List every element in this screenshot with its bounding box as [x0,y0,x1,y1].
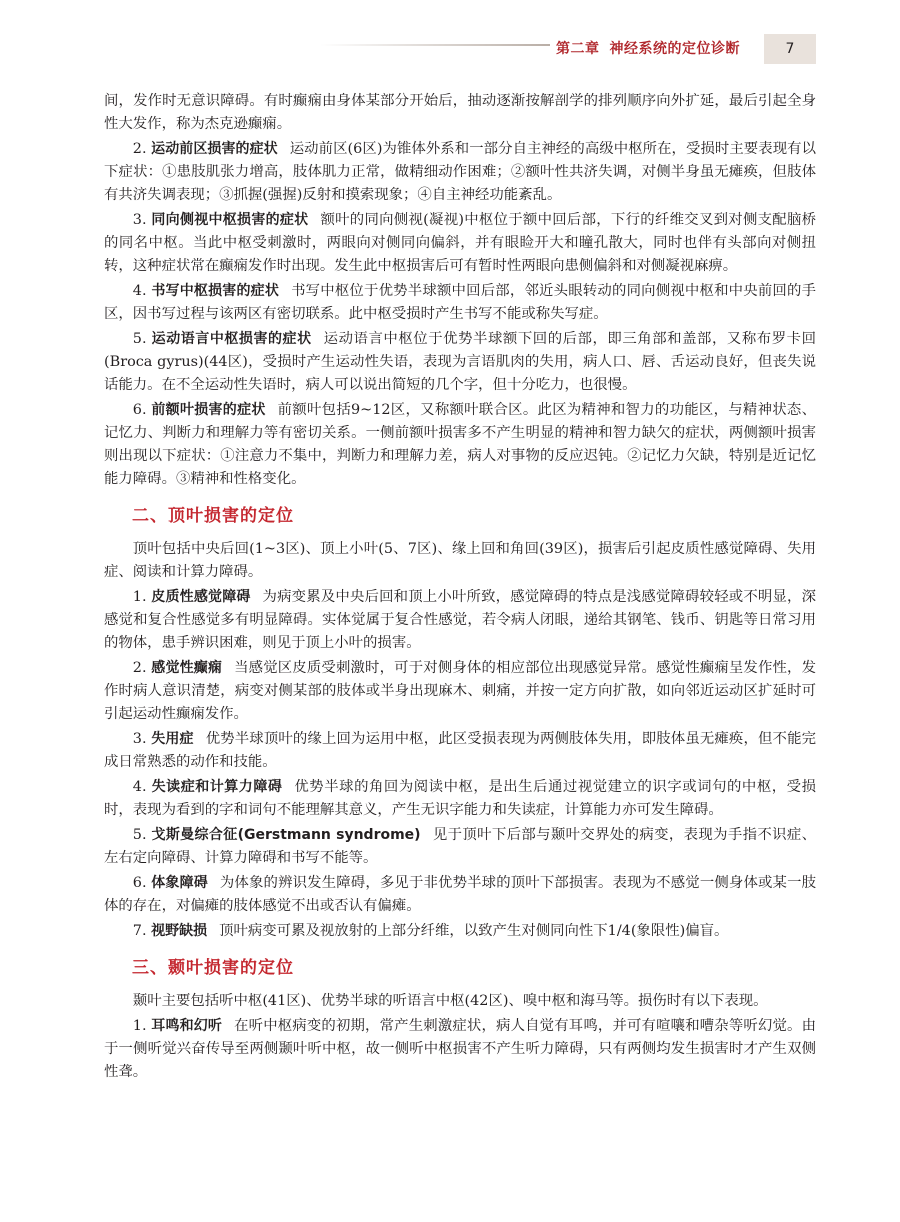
item-number: 3. [132,731,147,747]
paragraph [104,728,816,774]
chapter-name: 神经系统的定位诊断 [609,41,740,57]
item-number: 1. [132,1018,147,1034]
item-heading: 皮质性感觉障碍 [151,589,251,605]
header-rule [320,44,550,46]
item-number: 7. [132,923,147,939]
item-number: 6. [132,402,147,418]
page-number: 7 [764,34,816,64]
item-number: 1. [132,589,147,605]
paragraph [104,872,816,918]
item-heading: 同向侧视中枢损害的症状 [151,212,309,228]
paragraph [104,328,816,397]
paragraph: 顶叶包括中央后回(1~3区)、顶上小叶(5、7区)、缘上回和角回(39区)，损害后引起皮质性感觉障碍、失用症、阅读和计算力障碍。 [104,541,816,580]
page-body [104,90,816,1086]
paragraph [104,138,816,207]
item-body: 见于顶叶下后部与颞叶交界处的病变，表现为手指不识症、左右定向障碍、计算力障碍和书写不能等。 [104,827,816,866]
item-body: 为病变累及中央后回和顶上小叶所致，感觉障碍的特点是浅感觉障碍较轻或不明显，深感觉和复合性感觉多有明显障碍。实体觉属于复合性感觉，若令病人闭眼，递给其钢笔、钱币、钥匙等日常习用的物体，患手辨识困难，则见于顶上小叶的损害。 [104,589,816,651]
paragraph [104,657,816,726]
item-body: 为体象的辨识发生障碍，多见于非优势半球的顶叶下部损害。表现为不感觉一侧身体或某一肢体的存在，对偏瘫的肢体感觉不出或否认有偏瘫。 [104,875,817,914]
item-number: 4. [132,779,147,795]
paragraph [104,280,816,326]
item-heading: 失用症 [151,731,194,747]
item-number: 2. [132,141,147,157]
item-body: 运动语言中枢位于优势半球额下回的后部，即三角部和盖部，又称布罗卡回(Broca gyrus)(44区)，受损时产生运动性失语，表现为言语肌肉的失用，病人口、唇、舌运动良好，但丧失说话能力。在不全运动性失语时，病人可以说出简短的几个字，但十分吃力，也很慢。 [104,331,816,393]
chapter-title [556,34,756,64]
item-body: 在听中枢病变的初期，常产生刺激症状，病人自觉有耳鸣，并可有喧嚷和嘈杂等听幻觉。由于一侧听觉兴奋传导至两侧颞叶听中枢，故一侧听中枢损害不产生听力障碍，只有两侧均发生损害时才产生双侧性聋。 [104,1018,817,1080]
item-heading: 运动语言中枢损害的症状 [151,331,312,347]
item-heading: 书写中枢损害的症状 [151,283,280,299]
paragraph [104,586,816,655]
item-heading: 前额叶损害的症状 [151,402,266,418]
item-number: 4. [132,283,147,299]
paragraph [104,1015,816,1084]
item-body: 运动前区(6区)为锥体外系和一部分自主神经的高级中枢所在，受损时主要表现有以下症状：①患肢肌张力增高，肢体肌力正常，做精细动作困难；②额叶性共济失调，对侧半身虽无瘫痪，但肢体有共济失调表现；③抓握(强握)反射和摸索现象；④自主神经功能紊乱。 [104,141,817,203]
item-heading: 运动前区损害的症状 [151,141,278,157]
item-heading: 感觉性癫痫 [151,660,223,676]
item-body: 优势半球顶叶的缘上回为运用中枢，此区受损表现为两侧肢体失用，即肢体虽无瘫痪，但不能完成日常熟悉的动作和技能。 [104,731,816,770]
item-heading: 耳鸣和幻听 [151,1018,223,1034]
item-heading: 视野缺损 [151,923,208,939]
paragraph [104,920,816,943]
section-heading: 二、顶叶损害的定位 [132,506,294,526]
running-header [0,38,900,74]
section-heading: 三、颞叶损害的定位 [132,958,294,978]
item-body: 当感觉区皮质受刺激时，可于对侧身体的相应部位出现感觉异常。感觉性癫痫呈发作性，发作时病人意识清楚，病变对侧某部的肢体或半身出现麻木、刺痛，并按一定方向扩散，如向邻近运动区扩延时可引起运动性癫痫发作。 [104,660,817,722]
paragraph [104,399,816,491]
chapter-label: 第二章 [556,41,600,57]
item-body: 顶叶病变可累及视放射的上部分纤维，以致产生对侧同向性下1/4(象限性)偏盲。 [219,923,729,939]
item-number: 2. [132,660,147,676]
item-heading: 体象障碍 [151,875,208,891]
paragraph: 颞叶主要包括听中枢(41区)、优势半球的听语言中枢(42区)、嗅中枢和海马等。损伤时有以下表现。 [132,993,768,1009]
item-body: 优势半球的角回为阅读中枢，是出生后通过视觉建立的识字或词句的中枢，受损时，表现为看到的字和词句不能理解其意义，产生无识字能力和失读症，计算能力亦可发生障碍。 [104,779,816,818]
item-number: 5. [132,827,147,843]
item-heading: 戈斯曼综合征(Gerstmann syndrome) [151,827,421,843]
item-heading: 失读症和计算力障碍 [151,779,283,795]
item-number: 6. [132,875,147,891]
item-body: 额叶的同向侧视(凝视)中枢位于额中回后部，下行的纤维交叉到对侧支配脑桥的同名中枢。当此中枢受刺激时，两眼向对侧同向偏斜，并有眼睑开大和瞳孔散大，同时也伴有头部向对侧扭转，这种症状常在癫痫发作时出现。发生此中枢损害后可有暂时性两眼向患侧偏斜和对侧凝视麻痹。 [104,212,817,274]
paragraph [104,824,816,870]
item-body: 前额叶包括9~12区，又称额叶联合区。此区为精神和智力的功能区，与精神状态、记忆力、判断力和理解力等有密切关系。一侧前额叶损害多不产生明显的精神和智力缺欠的症状，两侧额叶损害则出现以下症状：①注意力不集中，判断力和理解力差，病人对事物的反应迟钝。②记忆力欠缺，特别是近记忆能力障碍。③精神和性格变化。 [104,402,816,487]
paragraph: 间，发作时无意识障碍。有时癫痫由身体某部分开始后，抽动逐渐按解剖学的排列顺序向外扩延，最后引起全身性大发作，称为杰克逊癫痫。 [104,93,816,132]
paragraph [104,209,816,278]
item-number: 3. [132,212,147,228]
item-number: 5. [132,331,147,347]
item-body: 书写中枢位于优势半球额中回后部，邻近头眼转动的同向侧视中枢和中央前回的手区，因书写过程与该两区有密切联系。此中枢受损时产生书写不能或称失写症。 [104,283,816,322]
paragraph [104,776,816,822]
